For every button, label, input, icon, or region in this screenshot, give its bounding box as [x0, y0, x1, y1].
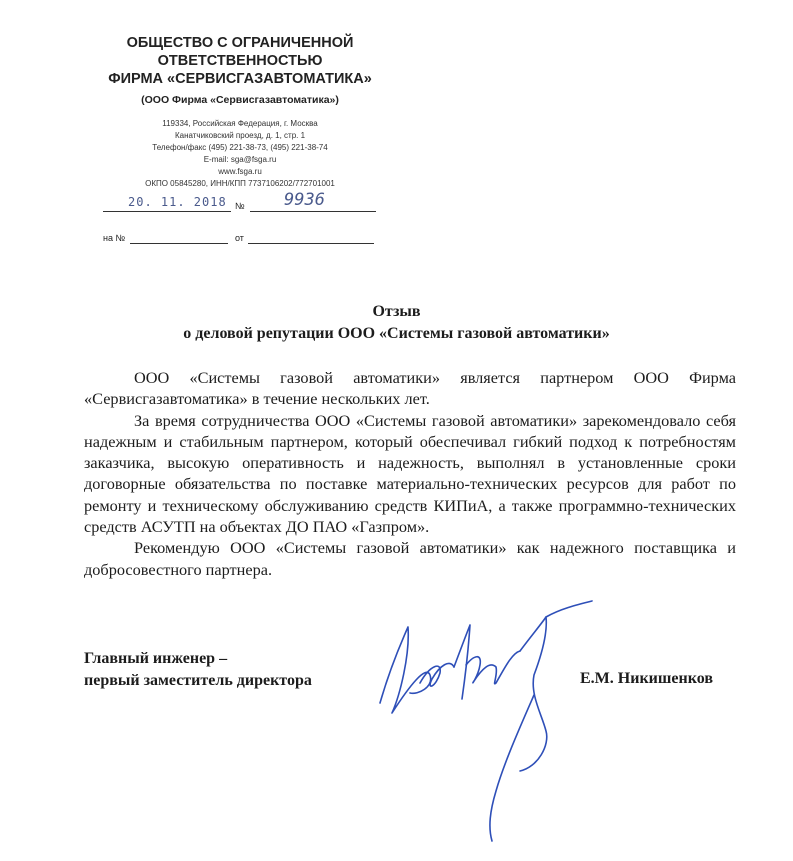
- body-paragraph: За время сотрудничества ООО «Системы газовой автоматики» зарекомендовало себя надежным и стабильным партнером, который обеспечивал гибкий подход к потребностям заказчика, высокую оперативность и надежность, выполнял в установленные сроки договорные обязательства по поставке материально-технических ресурсов для работ по ремонту и техническому обслуживанию средств КИПиА, а также программно-технических средств АСУТП на объектах ДО ПАО «Газпром».: [84, 410, 736, 537]
- company-name-line1: ОБЩЕСТВО С ОГРАНИЧЕННОЙ: [126, 35, 354, 51]
- signatory-position-line1: Главный инженер –: [84, 650, 228, 667]
- from-underline: [248, 243, 374, 244]
- document-title: Отзыв: [372, 303, 421, 320]
- reference-underline: [130, 243, 228, 244]
- company-address-line2: Канатчиковский проезд, д. 1, стр. 1: [174, 131, 306, 140]
- number-underline: [250, 211, 376, 212]
- company-name-line2: ОТВЕТСТВЕННОСТЬЮ: [157, 53, 323, 69]
- signatory-name: Е.М. Никишенков: [580, 670, 713, 687]
- reference-label: на №: [103, 233, 126, 243]
- registration-date: 20. 11. 2018: [128, 195, 227, 209]
- company-website: www.fsga.ru: [218, 167, 262, 176]
- handwritten-signature: [370, 595, 600, 845]
- signatory-position: [84, 648, 312, 692]
- letterhead: [90, 34, 390, 190]
- signatory-position-line2: первый заместитель директора: [84, 672, 312, 689]
- document-subtitle: о деловой репутации ООО «Системы газовой автоматики»: [183, 325, 610, 342]
- date-underline: [103, 211, 231, 212]
- company-short-name: (ООО Фирма «Сервисгазавтоматика»): [141, 94, 339, 106]
- number-label: №: [235, 201, 245, 211]
- letter-body: [84, 367, 736, 580]
- company-codes: ОКПО 05845280, ИНН/КПП 7737106202/772701001: [145, 179, 335, 188]
- company-phone: Телефон/факс (495) 221-38-73, (495) 221-38-74: [152, 143, 328, 152]
- body-paragraph: ООО «Системы газовой автоматики» является партнером ООО Фирма «Сервисгазавтоматика» в течение нескольких лет.: [84, 368, 736, 409]
- company-address-line1: 119334, Российская Федерация, г. Москва: [162, 119, 318, 128]
- registration-number: 9936: [284, 190, 325, 210]
- company-email: E-mail: sga@fsga.ru: [203, 155, 277, 164]
- company-name-line3: ФИРМА «СЕРВИСГАЗАВТОМАТИКА»: [108, 71, 372, 87]
- from-label: от: [235, 233, 244, 243]
- body-paragraph: Рекомендую ООО «Системы газовой автоматики» как надежного поставщика и добросовестного партнера.: [84, 538, 736, 579]
